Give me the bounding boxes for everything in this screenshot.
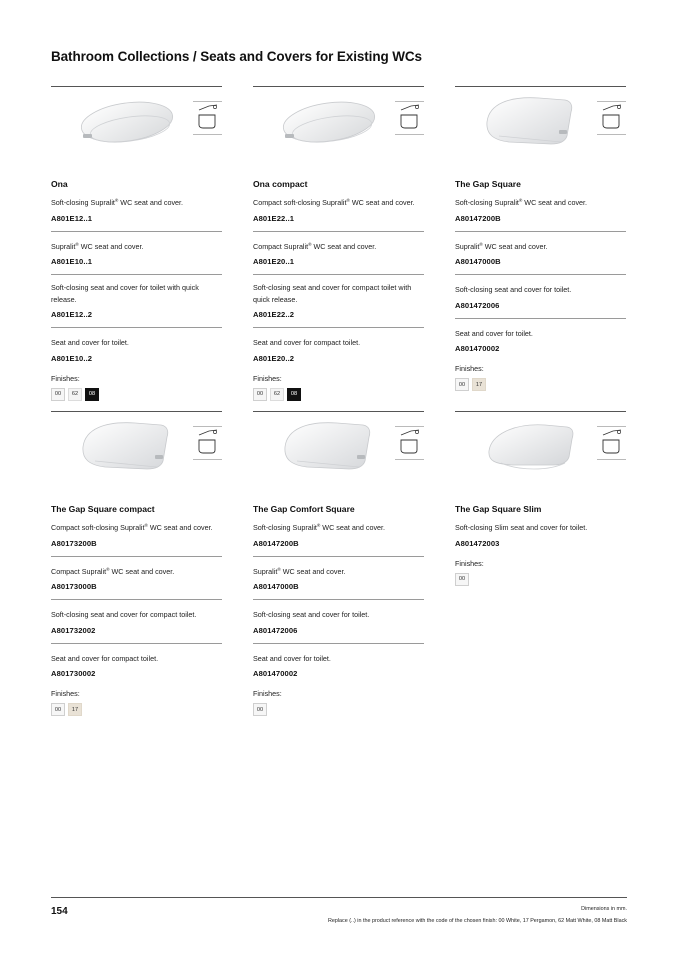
product-variant — [51, 643, 222, 679]
product-reference: A801E12..2 — [51, 310, 93, 319]
toilet-diagram-icon — [395, 426, 424, 460]
description-text: Seat and cover for compact toilet. — [253, 338, 361, 347]
description-text: Soft-closing seat and cover for toilet. — [455, 285, 572, 294]
variant-description — [253, 196, 424, 208]
toilet-seat-image — [277, 92, 377, 154]
product-variant — [455, 274, 626, 310]
description-text: Supralit — [51, 241, 76, 251]
product-reference: A80173200B — [51, 538, 97, 548]
description-text: Soft-closing Supralit — [455, 198, 519, 207]
registered-mark: ® — [114, 198, 119, 203]
variant-description — [51, 521, 222, 533]
description-text: Soft-closing seat and cover for compact toilet. — [51, 610, 197, 619]
finish-swatch: 00 — [253, 388, 267, 401]
product-name: The Gap Square Slim — [455, 504, 542, 514]
product-name: The Gap Square — [455, 179, 521, 189]
product-reference: A80173000B — [51, 582, 97, 591]
variant-description — [253, 565, 424, 577]
registered-mark: ® — [106, 566, 110, 572]
registered-mark: ® — [316, 523, 321, 528]
toilet-diagram-icon — [193, 101, 222, 135]
registered-mark: ® — [144, 523, 148, 528]
variant-description — [51, 196, 222, 208]
product-variant — [253, 515, 424, 548]
description-text: Compact Supralit — [51, 566, 107, 576]
registered-mark: ® — [308, 241, 312, 247]
description-text-rest: WC seat and cover. — [349, 198, 415, 207]
product-name: Ona compact — [253, 179, 308, 189]
variant-description — [455, 196, 626, 208]
description-text: Seat and cover for toilet. — [455, 328, 533, 338]
description-text: Soft-closing seat and cover for toilet with quick release. — [51, 283, 199, 304]
description-text: Seat and cover for toilet. — [51, 338, 129, 347]
variant-description — [455, 327, 626, 339]
product-reference: A801472006 — [253, 625, 298, 635]
finish-swatches — [51, 388, 222, 401]
product-card — [51, 411, 222, 716]
toilet-seat-image — [277, 417, 377, 479]
toilet-diagram-icon — [597, 101, 626, 135]
product-variant — [253, 599, 424, 635]
finishes-label: Finishes: — [51, 373, 80, 383]
finishes-label: Finishes: — [253, 689, 282, 698]
variant-description — [455, 240, 626, 252]
product-image-area — [253, 87, 424, 167]
finish-swatch: 17 — [68, 703, 82, 716]
description-text: Compact soft-closing Supralit — [51, 523, 145, 532]
registered-mark: ® — [518, 198, 523, 203]
product-variant — [51, 599, 222, 635]
product-variant — [253, 643, 424, 679]
finish-swatch: 17 — [472, 378, 486, 391]
description-text-rest: WC seat and cover. — [147, 523, 213, 532]
product-variant — [253, 231, 424, 267]
product-variant — [455, 515, 626, 548]
finish-code-note: Replace (..) in the product reference with the code of the chosen finish: 00 White, 17 Pergamon, 62 Matt White, 08 Matt Black — [327, 918, 627, 924]
product-variant — [253, 556, 424, 592]
finish-swatches — [455, 573, 626, 586]
toilet-diagram-icon — [597, 426, 626, 460]
product-reference: A80147000B — [253, 582, 299, 591]
description-text: Compact soft-closing Supralit — [253, 198, 347, 207]
finish-swatches — [253, 703, 424, 716]
description-text-rest: WC seat and cover. — [482, 241, 548, 251]
description-text: Soft-closing Slim seat and cover for toilet. — [455, 523, 588, 532]
product-reference: A80147000B — [455, 257, 501, 266]
product-reference: A801E20..1 — [253, 257, 295, 266]
description-text-rest: WC seat and cover. — [118, 198, 184, 207]
product-image-area — [455, 412, 626, 492]
product-reference: A801472006 — [455, 300, 500, 310]
registered-mark: ® — [346, 198, 350, 203]
product-variant — [253, 190, 424, 223]
product-variant — [455, 190, 626, 223]
variant-description — [253, 336, 424, 348]
description-text: Compact Supralit — [253, 241, 309, 251]
toilet-seat-image — [479, 417, 579, 479]
variant-description — [51, 283, 222, 304]
variant-description — [253, 240, 424, 252]
variant-description — [51, 652, 222, 664]
finishes-label: Finishes: — [455, 364, 484, 373]
description-text: Soft-closing Supralit — [51, 198, 115, 207]
product-reference: A801470002 — [455, 344, 500, 353]
finish-swatch: 00 — [51, 388, 65, 401]
product-card — [253, 86, 424, 401]
product-reference: A801E10..2 — [51, 353, 93, 363]
product-reference: A801E22..2 — [253, 310, 295, 319]
product-reference: A801472003 — [455, 538, 500, 548]
product-variant — [51, 327, 222, 363]
variant-description — [253, 652, 424, 664]
product-reference: A80147200B — [455, 213, 501, 223]
product-card — [51, 86, 222, 401]
product-reference: A80147200B — [253, 538, 299, 548]
description-text-rest: WC seat and cover. — [320, 523, 386, 532]
product-image-area — [253, 412, 424, 492]
product-variant — [51, 515, 222, 548]
description-text: Soft-closing seat and cover for compact toilet with quick release. — [253, 283, 412, 304]
description-text: Soft-closing Supralit — [253, 523, 317, 532]
description-text: Seat and cover for compact toilet. — [51, 653, 159, 663]
variant-description — [51, 336, 222, 348]
registered-mark: ® — [75, 241, 79, 247]
page-title: Bathroom Collections / Seats and Covers for Existing WCs — [51, 49, 422, 64]
toilet-diagram-icon — [193, 426, 222, 460]
product-card — [253, 411, 424, 716]
finish-swatch: 62 — [68, 388, 82, 401]
product-variant — [455, 231, 626, 267]
finish-swatch: 08 — [85, 388, 99, 401]
product-image-area — [51, 412, 222, 492]
product-reference: A801470002 — [253, 669, 298, 678]
variant-description — [51, 608, 222, 620]
description-text-rest: WC seat and cover. — [109, 566, 175, 576]
variant-description — [51, 565, 222, 577]
variant-description — [51, 240, 222, 252]
variant-description — [455, 521, 626, 533]
product-name: Ona — [51, 179, 68, 189]
product-variant — [51, 556, 222, 592]
finish-swatch: 00 — [51, 703, 65, 716]
finishes-label: Finishes: — [455, 558, 484, 568]
dimensions-note: Dimensions in mm. — [581, 906, 627, 912]
description-text: Supralit — [253, 566, 278, 576]
finish-swatch: 00 — [253, 703, 267, 716]
page-number: 154 — [51, 906, 68, 917]
product-image-area — [455, 87, 626, 167]
product-card — [455, 411, 626, 586]
variant-description — [253, 521, 424, 533]
finishes-label: Finishes: — [253, 373, 282, 383]
variant-description — [253, 283, 424, 304]
finish-swatches — [253, 388, 424, 401]
product-name: The Gap Square compact — [51, 504, 155, 514]
registered-mark: ® — [277, 566, 281, 572]
finish-swatch: 00 — [455, 573, 469, 586]
toilet-diagram-icon — [395, 101, 424, 135]
product-card — [455, 86, 626, 391]
product-reference: A801732002 — [51, 625, 96, 635]
toilet-seat-image — [479, 92, 579, 154]
product-variant — [51, 274, 222, 319]
toilet-seat-image — [75, 417, 175, 479]
finishes-label: Finishes: — [51, 689, 80, 698]
variant-description — [455, 283, 626, 295]
product-reference: A801E22..1 — [253, 213, 295, 223]
product-image-area — [51, 87, 222, 167]
toilet-seat-image — [75, 92, 175, 154]
finish-swatch: 00 — [455, 378, 469, 391]
finish-swatch: 08 — [287, 388, 301, 401]
product-variant — [253, 274, 424, 319]
description-text-rest: WC seat and cover. — [78, 241, 144, 251]
description-text-rest: WC seat and cover. — [311, 241, 377, 251]
variant-description — [253, 608, 424, 620]
product-reference: A801E20..2 — [253, 353, 295, 363]
description-text-rest: WC seat and cover. — [280, 566, 346, 576]
product-name: The Gap Comfort Square — [253, 504, 355, 514]
description-text: Supralit — [455, 241, 480, 251]
finish-swatch: 62 — [270, 388, 284, 401]
description-text: Seat and cover for toilet. — [253, 653, 331, 663]
product-variant — [455, 318, 626, 354]
product-variant — [51, 190, 222, 223]
product-reference: A801E12..1 — [51, 213, 93, 223]
footer-divider — [51, 897, 627, 898]
description-text: Soft-closing seat and cover for toilet. — [253, 610, 370, 619]
product-variant — [51, 231, 222, 267]
description-text-rest: WC seat and cover. — [522, 198, 588, 207]
product-reference: A801E10..1 — [51, 257, 93, 266]
product-variant — [253, 327, 424, 363]
registered-mark: ® — [479, 241, 483, 247]
finish-swatches — [455, 378, 626, 391]
finish-swatches — [51, 703, 222, 716]
product-reference: A801730002 — [51, 669, 96, 678]
